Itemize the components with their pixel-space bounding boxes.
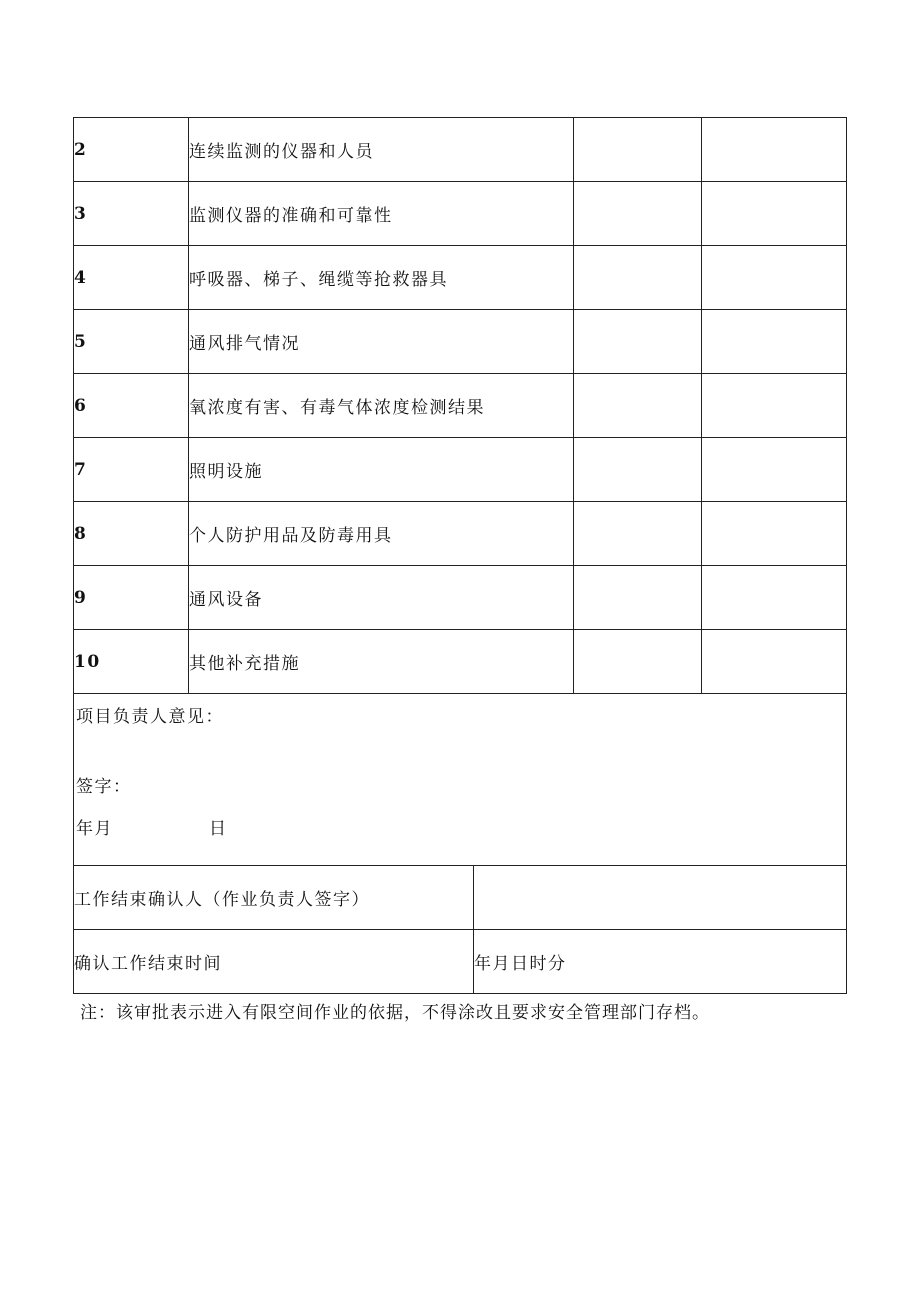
date-day: 日 — [209, 819, 228, 839]
row-item: 氧浓度有害、有毒气体浓度检测结果 — [189, 374, 574, 438]
checklist-row — [74, 310, 847, 374]
row-number: 6 — [74, 374, 189, 438]
row-confirm-cell[interactable] — [702, 502, 847, 566]
row-number: 2 — [74, 118, 189, 182]
row-check-cell[interactable] — [574, 310, 702, 374]
checklist-row — [74, 566, 847, 630]
checklist-row — [74, 374, 847, 438]
confirmer-signature-field[interactable] — [474, 866, 847, 930]
approval-form-sheet — [73, 117, 846, 994]
row-number: 3 — [74, 182, 189, 246]
row-confirm-cell[interactable] — [702, 182, 847, 246]
row-check-cell[interactable] — [574, 118, 702, 182]
row-item: 监测仪器的准确和可靠性 — [189, 182, 574, 246]
checklist-row — [74, 246, 847, 310]
opinion-title: 项目负责人意见： — [76, 707, 224, 727]
row-item: 个人防护用品及防毒用具 — [189, 502, 574, 566]
row-check-cell[interactable] — [574, 246, 702, 310]
end-time-label: 确认工作结束时间 — [74, 930, 474, 994]
checklist-row — [74, 182, 847, 246]
row-confirm-cell[interactable] — [702, 118, 847, 182]
row-confirm-cell[interactable] — [702, 374, 847, 438]
row-number: 10 — [74, 630, 189, 694]
checklist-row — [74, 502, 847, 566]
row-check-cell[interactable] — [574, 566, 702, 630]
row-check-cell[interactable] — [574, 630, 702, 694]
row-number: 5 — [74, 310, 189, 374]
confirmer-label: 工作结束确认人（作业负责人签字） — [74, 866, 474, 930]
project-lead-opinion-row — [74, 694, 847, 866]
row-number: 8 — [74, 502, 189, 566]
row-confirm-cell[interactable] — [702, 566, 847, 630]
row-number: 7 — [74, 438, 189, 502]
completion-table — [73, 865, 847, 994]
row-confirm-cell[interactable] — [702, 630, 847, 694]
checklist-row — [74, 118, 847, 182]
checklist-row — [74, 438, 847, 502]
end-time-field[interactable]: 年月日时分 — [474, 930, 847, 994]
row-check-cell[interactable] — [574, 182, 702, 246]
row-item: 通风设备 — [189, 566, 574, 630]
checklist-row — [74, 630, 847, 694]
footnote: 注：该审批表示进入有限空间作业的依据，不得涂改且要求安全管理部门存档。 — [80, 1003, 710, 1023]
date-year-month: 年月 — [76, 819, 113, 839]
row-number: 4 — [74, 246, 189, 310]
row-confirm-cell[interactable] — [702, 438, 847, 502]
row-item: 通风排气情况 — [189, 310, 574, 374]
confirmer-row — [74, 866, 847, 930]
row-item: 连续监测的仪器和人员 — [189, 118, 574, 182]
date-line — [76, 814, 228, 839]
signature-label: 签字： — [76, 777, 132, 797]
row-confirm-cell[interactable] — [702, 310, 847, 374]
end-time-row — [74, 930, 847, 994]
row-number: 9 — [74, 566, 189, 630]
row-check-cell[interactable] — [574, 438, 702, 502]
checklist-table — [73, 117, 847, 866]
row-item: 照明设施 — [189, 438, 574, 502]
project-lead-opinion-cell[interactable] — [74, 694, 847, 866]
row-item: 其他补充措施 — [189, 630, 574, 694]
row-item: 呼吸器、梯子、绳缆等抢救器具 — [189, 246, 574, 310]
row-check-cell[interactable] — [574, 502, 702, 566]
row-check-cell[interactable] — [574, 374, 702, 438]
row-confirm-cell[interactable] — [702, 246, 847, 310]
